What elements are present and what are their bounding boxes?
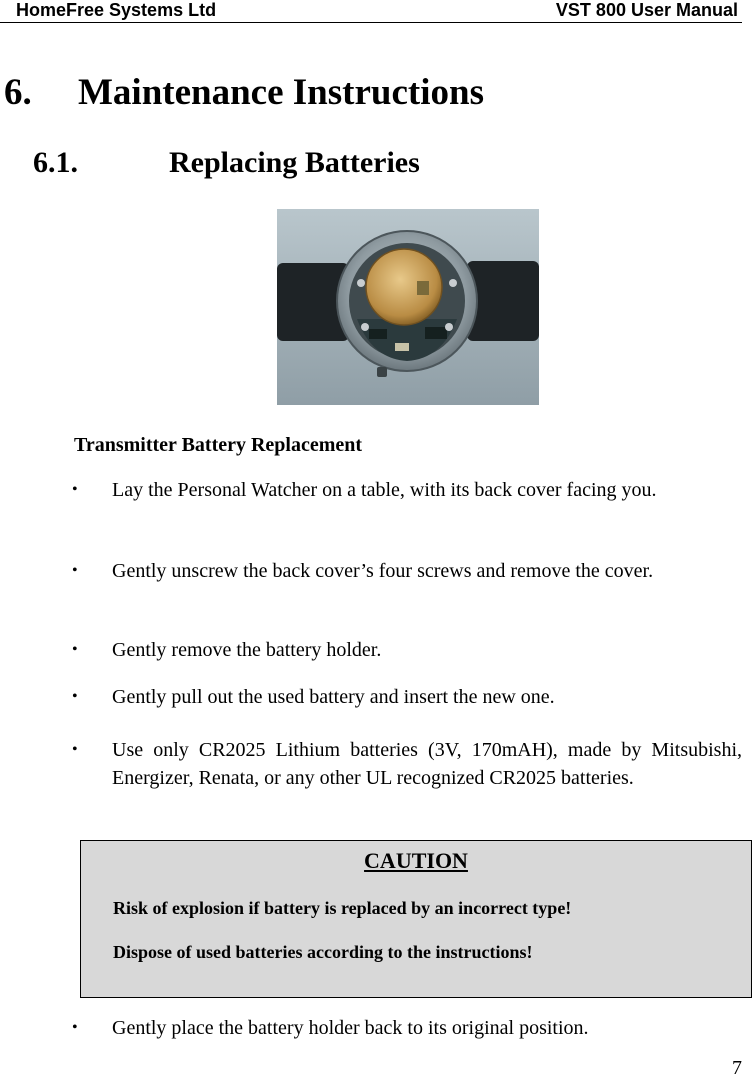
page-number: 7 — [732, 1057, 742, 1079]
step-text: Gently place the battery holder back to its original position. — [112, 1017, 589, 1039]
watch-back-illustration — [277, 209, 539, 405]
subsection-title: Replacing Batteries — [169, 146, 420, 179]
caution-title — [81, 847, 751, 875]
step-text: Use only CR2025 Lithium batteries (3V, 170mAH), made by Mitsubishi, Energizer, Renata, or any other UL recognized CR2025 batteries. — [112, 739, 742, 789]
caution-line: Dispose of used batteries according to the instructions! — [113, 942, 533, 962]
step-text: Gently pull out the used battery and insert the new one. — [112, 686, 555, 708]
bullet-icon: • — [72, 641, 78, 658]
page-header — [0, 0, 742, 23]
caution-line: Risk of explosion if battery is replaced by an incorrect type! — [113, 898, 572, 918]
manual-title: VST 800 User Manual — [555, 0, 738, 20]
company-name: HomeFree Systems Ltd — [16, 0, 217, 20]
watch-back-photo — [277, 209, 539, 405]
bullet-icon: • — [72, 562, 78, 579]
bullet-icon: • — [72, 1019, 78, 1036]
step-text: Lay the Personal Watcher on a table, with its back cover facing you. — [112, 479, 657, 501]
section-title: Maintenance Instructions — [78, 72, 484, 113]
subsection-number: 6.1. — [33, 146, 78, 179]
bullet-icon: • — [72, 688, 78, 705]
section-number: 6. — [4, 72, 32, 113]
bullet-icon: • — [72, 481, 78, 498]
step-text: Gently remove the battery holder. — [112, 639, 382, 661]
procedure-heading: Transmitter Battery Replacement — [74, 434, 363, 456]
caution-title-text: CAUTION — [364, 848, 468, 873]
caution-box — [80, 840, 752, 998]
step-text: Gently unscrew the back cover’s four screws and remove the cover. — [112, 560, 654, 582]
bullet-icon: • — [72, 741, 78, 758]
